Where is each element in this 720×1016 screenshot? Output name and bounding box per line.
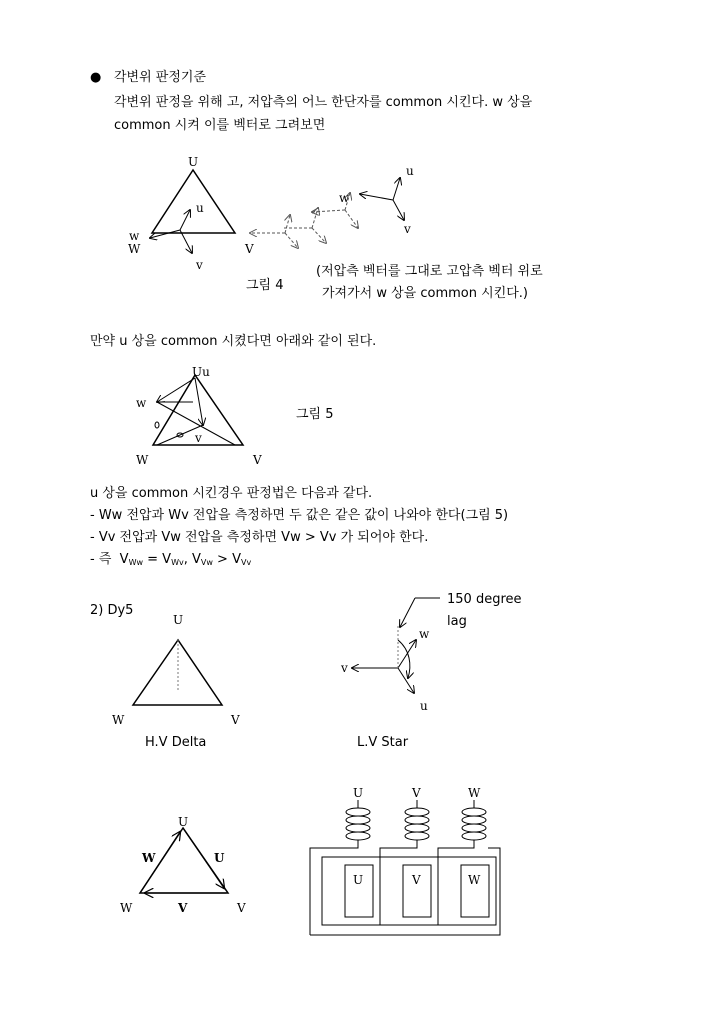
fig4-seq-w: w — [339, 191, 350, 205]
fig4-label-u: u — [196, 201, 204, 215]
fig4-caption: 그림 4 — [246, 278, 284, 293]
fig4-label-W: W — [128, 242, 141, 256]
lag-annotation: 150 degree — [447, 592, 522, 607]
section-heading: 각변위 판정기준 — [114, 70, 207, 85]
fig4-label-v: v — [196, 258, 203, 272]
tri-label-U: U — [178, 815, 189, 829]
section-title: 2) Dy5 — [90, 603, 134, 618]
dy5-label-w: w — [419, 627, 430, 641]
tri-side-V: V — [178, 901, 188, 915]
fig4-note: 가져가서 w 상을 common 시킨다.) — [322, 286, 529, 301]
dy5-label-v: v — [341, 661, 348, 675]
fig5-caption: 그림 5 — [296, 407, 334, 422]
lv-star — [150, 210, 192, 253]
fig4-note: (저압측 벡터를 그대로 고압측 벡터 위로 — [316, 264, 543, 279]
tri-label-W: W — [120, 901, 133, 915]
coil-U — [346, 800, 370, 840]
hv-delta-label: H.V Delta — [145, 735, 207, 750]
paragraph-line: - Ww 전압과 Wv 전압을 측정하면 두 값은 같은 값이 나와야 한다(그림 5) — [90, 508, 509, 523]
bullet-icon: ● — [90, 70, 102, 85]
core-label-V: V — [412, 873, 421, 887]
dy5-label-U: U — [173, 613, 184, 627]
lag-annotation: lag — [447, 614, 467, 629]
tri-side-U: U — [214, 851, 225, 865]
dy5-label-u: u — [420, 699, 428, 713]
dy5-label-W: W — [112, 713, 125, 727]
transformer-schematic — [310, 800, 500, 935]
fig4-seq-v: v — [404, 222, 411, 236]
dy5-label-V: V — [231, 713, 240, 727]
fig4-label-V: V — [245, 242, 254, 256]
fig5-label-V: V — [253, 453, 262, 467]
fig5-label-v: v — [195, 431, 202, 445]
core-label-W: W — [468, 873, 481, 887]
coil-label-V: V — [412, 786, 421, 800]
dy5-lv-star — [352, 598, 440, 693]
paragraph-line: common 시켜 이를 벡터로 그려보면 — [114, 118, 326, 133]
paragraph-line: 만약 u 상을 common 시켰다면 아래와 같이 된다. — [90, 334, 377, 349]
tri-side-W: W — [142, 851, 156, 865]
fig5-label-W: W — [136, 453, 149, 467]
paragraph-line: - Vv 전압과 Vw 전압을 측정하면 Vw > Vv 가 되어야 한다. — [90, 530, 429, 545]
lv-star-label: L.V Star — [357, 735, 409, 750]
lv-star-right — [360, 178, 404, 220]
fig5-label-Uu: Uu — [192, 365, 210, 379]
coil-label-U: U — [353, 786, 364, 800]
coil-V — [405, 800, 429, 840]
paragraph-line: u 상을 common 시킨경우 판정법은 다음과 같다. — [90, 486, 373, 501]
fig4-seq-u: u — [406, 164, 414, 178]
coil-label-W: W — [468, 786, 481, 800]
hv-triangle — [152, 170, 235, 233]
fig4-label-w: w — [129, 229, 140, 243]
tri-label-V: V — [237, 901, 246, 915]
coil-W — [462, 800, 486, 840]
paragraph-line: - 즉 $V_{Ww} = V_{Wv}$, $V_{Vw} > V_{Vv}$ — [90, 552, 252, 567]
paragraph-line: 각변위 판정을 위해 고, 저압측의 어느 한단자를 common 시킨다. w 상을 — [114, 95, 533, 110]
core-label-U: U — [353, 873, 364, 887]
fig5-label-w: w — [136, 396, 147, 410]
fig4-label-U: U — [188, 155, 199, 169]
